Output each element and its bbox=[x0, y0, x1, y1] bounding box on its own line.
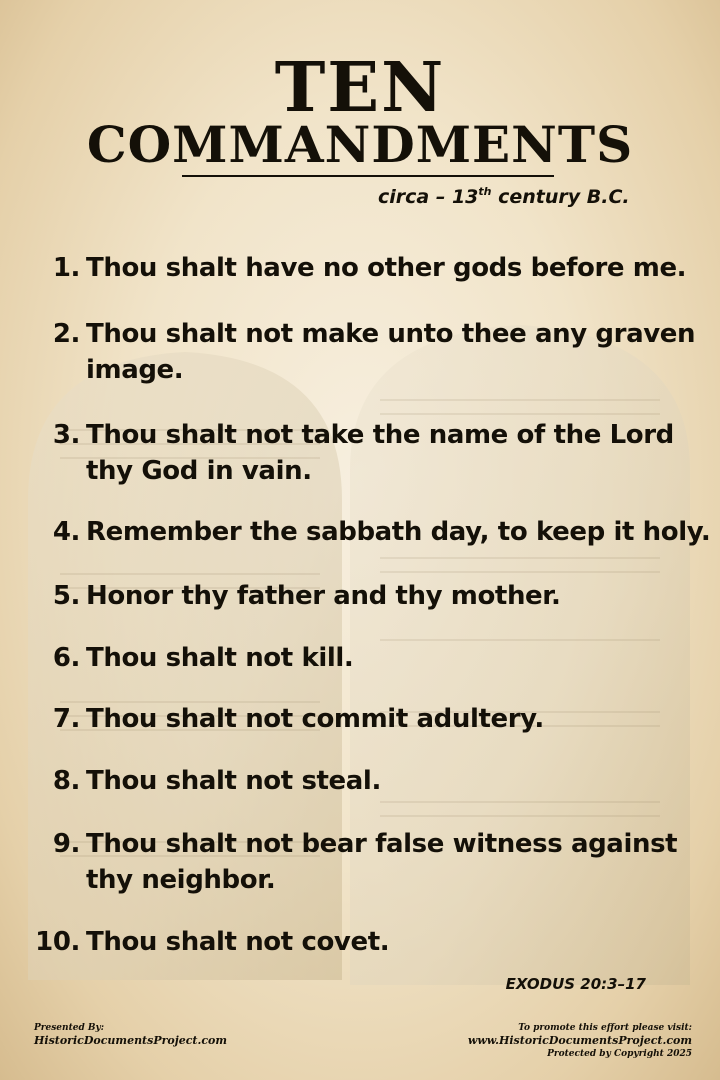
commandment-number: 5. bbox=[52, 581, 80, 611]
commandment-line: Remember the sabbath day, to keep it holy. bbox=[86, 517, 711, 547]
commandment-number: 6. bbox=[52, 643, 80, 673]
commandment-line: Thou shalt not make unto thee any graven bbox=[86, 319, 696, 349]
promo-site: www.HistoricDocumentsProject.com bbox=[467, 1034, 692, 1047]
commandment-number: 4. bbox=[52, 517, 80, 547]
promo-label: To promote this effort please visit: bbox=[518, 1023, 692, 1033]
commandment-text bbox=[86, 640, 696, 676]
commandment-line: Thou shalt not steal. bbox=[86, 766, 381, 796]
commandment-line: Thou shalt not take the name of the Lord bbox=[86, 420, 674, 450]
commandment-number: 9. bbox=[52, 829, 80, 859]
commandment-number: 10. bbox=[35, 927, 80, 957]
presented-by-label: Presented By: bbox=[34, 1023, 105, 1033]
commandment-line: image. bbox=[86, 355, 184, 385]
commandment-number: 2. bbox=[52, 319, 80, 349]
commandment-line: thy neighbor. bbox=[86, 865, 276, 895]
title-underline bbox=[182, 175, 554, 177]
commandment-line: Thou shalt not commit adultery. bbox=[86, 704, 544, 734]
commandment-text bbox=[86, 826, 696, 898]
commandment-text bbox=[86, 924, 696, 960]
scripture-reference: EXODUS 20:3–17 bbox=[505, 975, 646, 993]
title-commandments: COMMANDMENTS bbox=[86, 115, 634, 174]
subtitle-date bbox=[378, 184, 630, 210]
commandment-line: Thou shalt not kill. bbox=[86, 643, 354, 673]
commandment-number: 3. bbox=[52, 420, 80, 450]
subtitle-suffix: century B.C. bbox=[491, 186, 630, 208]
commandment-text bbox=[86, 316, 696, 388]
commandment-text bbox=[86, 417, 696, 489]
subtitle-superscript: th bbox=[478, 185, 492, 198]
commandment-number: 1. bbox=[52, 253, 80, 283]
commandment-text bbox=[86, 578, 696, 614]
commandment-text bbox=[86, 701, 696, 737]
commandment-line: Honor thy father and thy mother. bbox=[86, 581, 561, 611]
commandment-text bbox=[86, 763, 696, 799]
commandment-line: Thou shalt not covet. bbox=[86, 927, 390, 957]
title-ten: TEN bbox=[274, 48, 446, 128]
commandment-line: Thou shalt have no other gods before me. bbox=[86, 253, 687, 283]
subtitle-prefix: circa – 13 bbox=[378, 186, 479, 208]
commandment-text bbox=[86, 514, 711, 550]
presented-by-site: HistoricDocumentsProject.com bbox=[34, 1034, 227, 1047]
commandment-number: 7. bbox=[52, 704, 80, 734]
commandment-line: thy God in vain. bbox=[86, 456, 312, 486]
commandment-number: 8. bbox=[52, 766, 80, 796]
commandment-text bbox=[86, 250, 696, 286]
copyright-notice: Protected by Copyright 2025 bbox=[547, 1049, 692, 1059]
commandment-line: Thou shalt not bear false witness against bbox=[86, 829, 678, 859]
